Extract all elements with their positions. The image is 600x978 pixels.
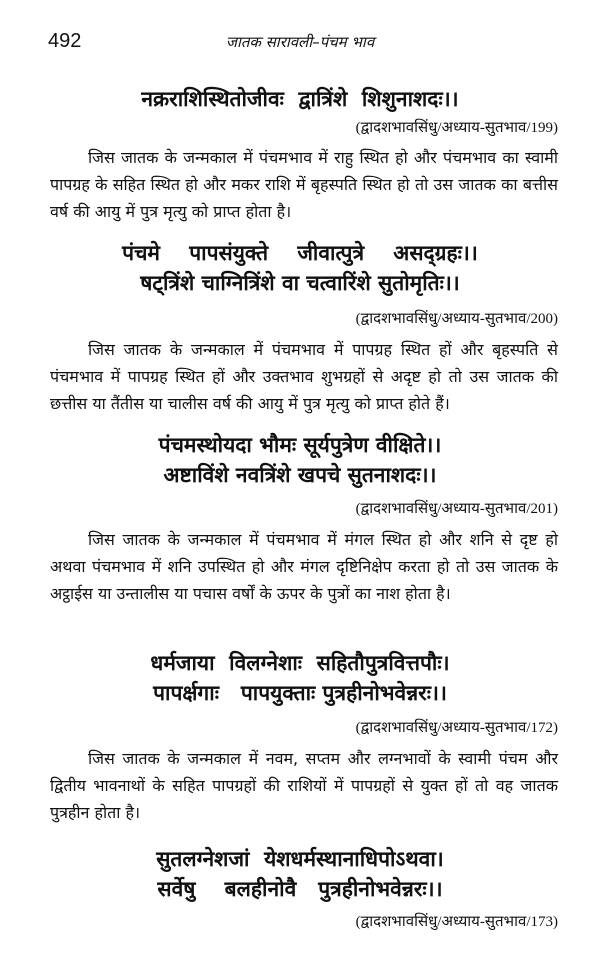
citation: (द्वादशभावसिंधु/अध्याय-सुतभाव/173) (355, 914, 558, 930)
verse (0, 238, 600, 298)
verse (0, 430, 600, 490)
verse-line: षट्त्रिंशे चाग्नित्रिंशे वा चत्वारिंशे सुतोमृतिः।। (140, 271, 460, 295)
verse-line: पापर्क्षगाः पापयुक्ताः पुत्रहीनोभवेन्नरः।। (153, 681, 447, 705)
paragraph: जिस जातक के जन्मकाल में पंचमभाव में राहु स्थित हो और पंचमभाव का स्वामी पापग्रह के सहित स्थित हो और मकर राशि में बृहस्पति स्थित हो तो उस जातक का बत्तीस वर्ष की आयु में पुत्र मृत्यु को प्राप्त होता है। (50, 148, 558, 221)
paragraph: जिस जातक के जन्मकाल में पंचमभाव में पापग्रह स्थित हों और बृहस्पति से पंचमभाव में पापग्रह स्थित हों और उक्तभाव शुभग्रहों से अदृष्ट हो तो उस जातक की छत्तीस या तैंतीस या चालीस वर्ष की आयु में पुत्र मृत्यु को प्राप्त होते हैं। (50, 340, 558, 413)
citation: (द्वादशभावसिंधु/अध्याय-सुतभाव/201) (355, 501, 558, 517)
verse-line: सुतलग्नेशजां येशधर्मस्थानाधिपोऽथवा। (156, 847, 444, 871)
verse (0, 648, 600, 708)
running-title: जातक सारावली–पंचम भाव (225, 33, 375, 51)
citation: (द्वादशभावसिंधु/अध्याय-सुतभाव/200) (355, 311, 558, 327)
verse-line: नक्रराशिस्थितोजीवः द्वात्रिंशे शिशुनाशदः।। (141, 87, 459, 111)
verse-line: धर्मजाया विलग्नेशाः सहितौपुत्रवित्तपौः। (150, 651, 450, 675)
verse-line: पंचमस्थोयदा भौमः सूर्यपुत्रेण वीक्षिते।। (158, 433, 442, 457)
verse (0, 844, 600, 904)
verse (0, 84, 600, 114)
citation: (द्वादशभावसिंधु/अध्याय-सुतभाव/172) (355, 720, 558, 736)
paragraph: जिस जातक के जन्मकाल में पंचमभाव में मंगल स्थित हो और शनि से दृष्ट हो अथवा पंचमभाव में शनि उपस्थित हो और मंगल दृष्टिनिक्षेप करता हो तो उस जातक के अट्ठाईस या उन्तालीस या पचास वर्षों के ऊपर के पुत्रों का नाश होता है। (50, 530, 558, 603)
page-number: 492 (48, 30, 82, 52)
verse-line: अष्टाविंशे नवत्रिंशे खपचे सुतनाशदः।। (163, 463, 437, 487)
paragraph: जिस जातक के जन्मकाल में नवम, सप्तम और लग्नभावों के स्वामी पंचम और द्वितीय भावनाथों के सहित पापग्रहों की राशियों में पापग्रहों से युक्त हों तो वह जातक पुत्रहीन होता है। (50, 749, 558, 822)
verse-line: सर्वेषु बलहीनोवै पुत्रहीनोभवेन्नरः।। (157, 877, 443, 901)
citation: (द्वादशभावसिंधु/अध्याय-सुतभाव/199) (355, 120, 558, 136)
verse-line: पंचमे पापसंयुक्ते जीवात्पुत्रे असद्ग्रहः।। (122, 241, 478, 265)
